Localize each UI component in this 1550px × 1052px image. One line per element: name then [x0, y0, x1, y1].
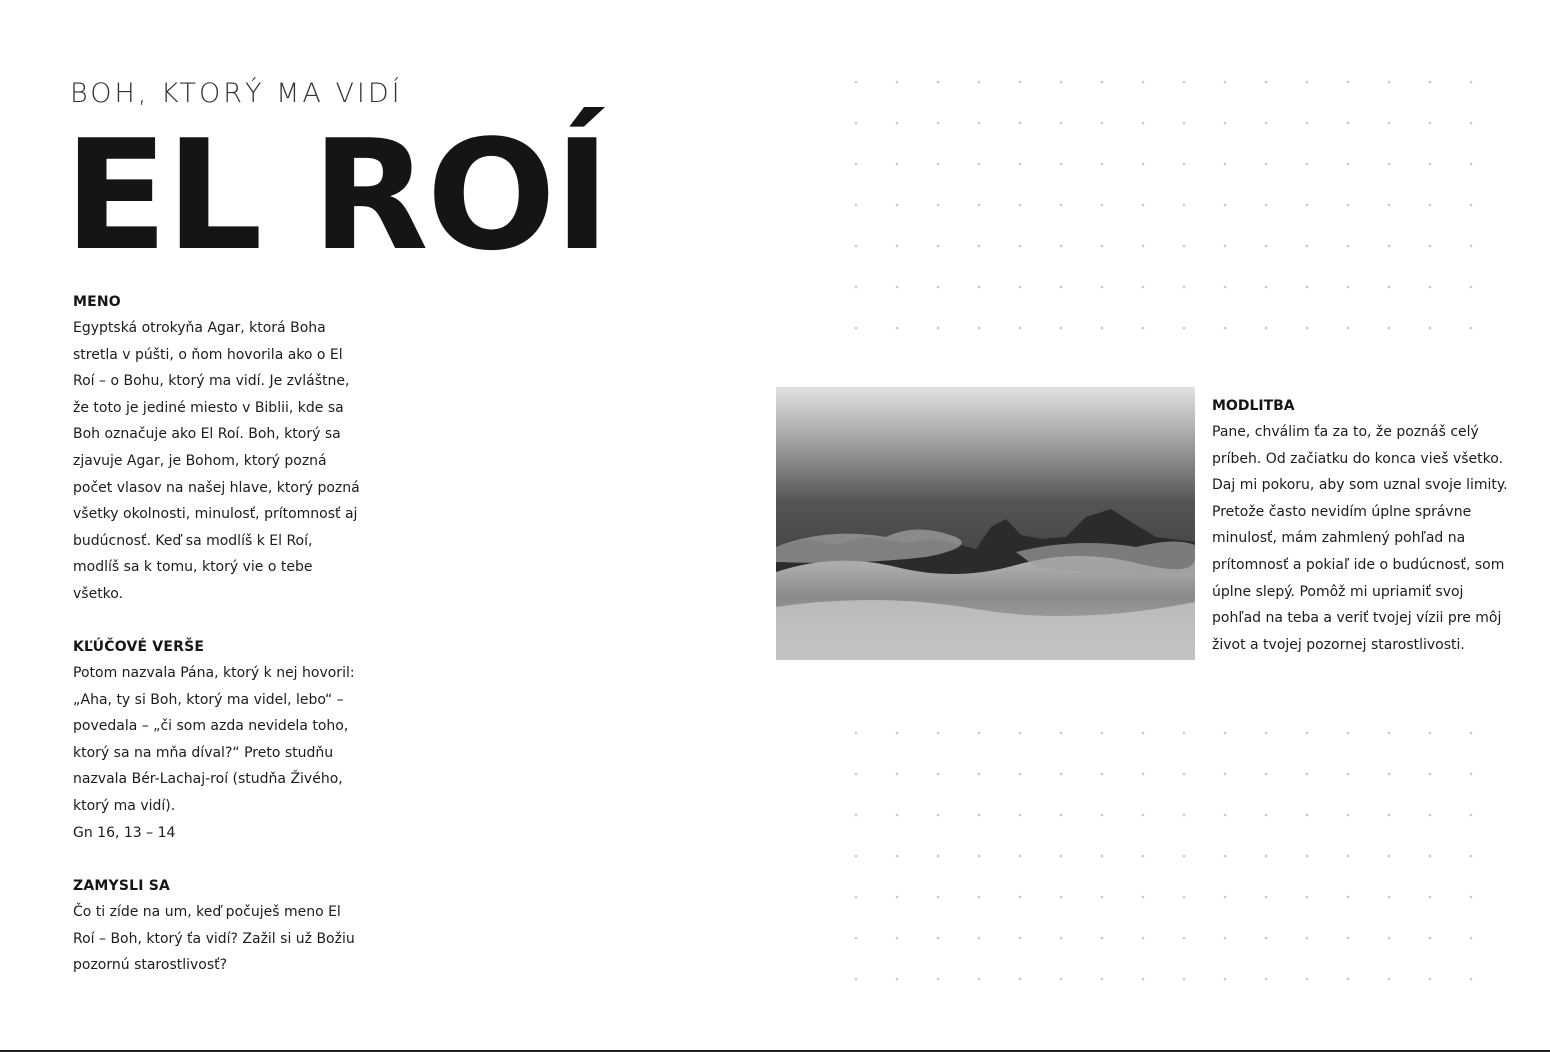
- section-key-verses: [73, 638, 363, 846]
- subtitle: BOH, KTORÝ MA VIDÍ: [70, 78, 403, 109]
- mountain-photo: [776, 387, 1195, 660]
- section-meno: [73, 293, 363, 608]
- section-text: Egyptská otrokyňa Agar, ktorá Boha stretla v púšti, o ňom hovorila ako o El Roí – o Bohu, ktorý ma vidí. Je zvláštne, že toto je jediné miesto v Biblii, kde sa Boh označuje ako El Roí. Boh, ktorý sa zjavuje Agar, je Bohom, ktorý pozná počet vlasov na našej hlave, ktorý pozná všetky okolnosti, minulosť, prítomnosť aj budúcnosť. Keď sa modlíš k El Roí, modlíš sa k tomu, ktorý vie o tebe všetko.: [73, 320, 360, 602]
- section-text: Čo ti zíde na um, keď počuješ meno El Roí – Boh, ktorý ťa vidí? Zažil si už Božiu pozornú starostlivosť?: [73, 904, 355, 974]
- verse-text: Potom nazvala Pána, ktorý k nej hovoril: „Aha, ty si Boh, ktorý ma videl, lebo“ – povedala – „či som azda nevidela toho, ktorý sa na mňa díval?“ Preto studňu nazvala Bér-Lachaj-roí (studňa Živého, ktorý ma vidí).: [73, 665, 355, 814]
- section-heading: MENO: [73, 294, 121, 310]
- section-heading: KĽÚČOVÉ VERŠE: [73, 639, 205, 655]
- section-heading: MODLITBA: [1212, 398, 1295, 414]
- prayer-text: Pane, chválim ťa za to, že poznáš celý príbeh. Od začiatku do konca vieš všetko. Daj mi pokoru, aby som uznal svoje limity. Pretože často nevidím úplne správne minulosť, mám zahmlený pohľad na prítomnosť a pokiaľ ide o budúcnosť, som úplne slepý. Pomôž mi upriamiť svoj pohľad na teba a veriť tvojej vízii pre môj život a tvojej pozornej starostlivosti.: [1212, 424, 1508, 653]
- dot-grid-bottom: [846, 723, 1486, 988]
- dot-grid-top: [846, 72, 1486, 334]
- verse-reference: Gn 16, 13 – 14: [73, 824, 176, 841]
- section-prayer: [1212, 397, 1510, 658]
- section-heading: ZAMYSLI SA: [73, 878, 171, 894]
- page-title: EL ROÍ: [64, 107, 609, 284]
- section-reflect: [73, 877, 363, 979]
